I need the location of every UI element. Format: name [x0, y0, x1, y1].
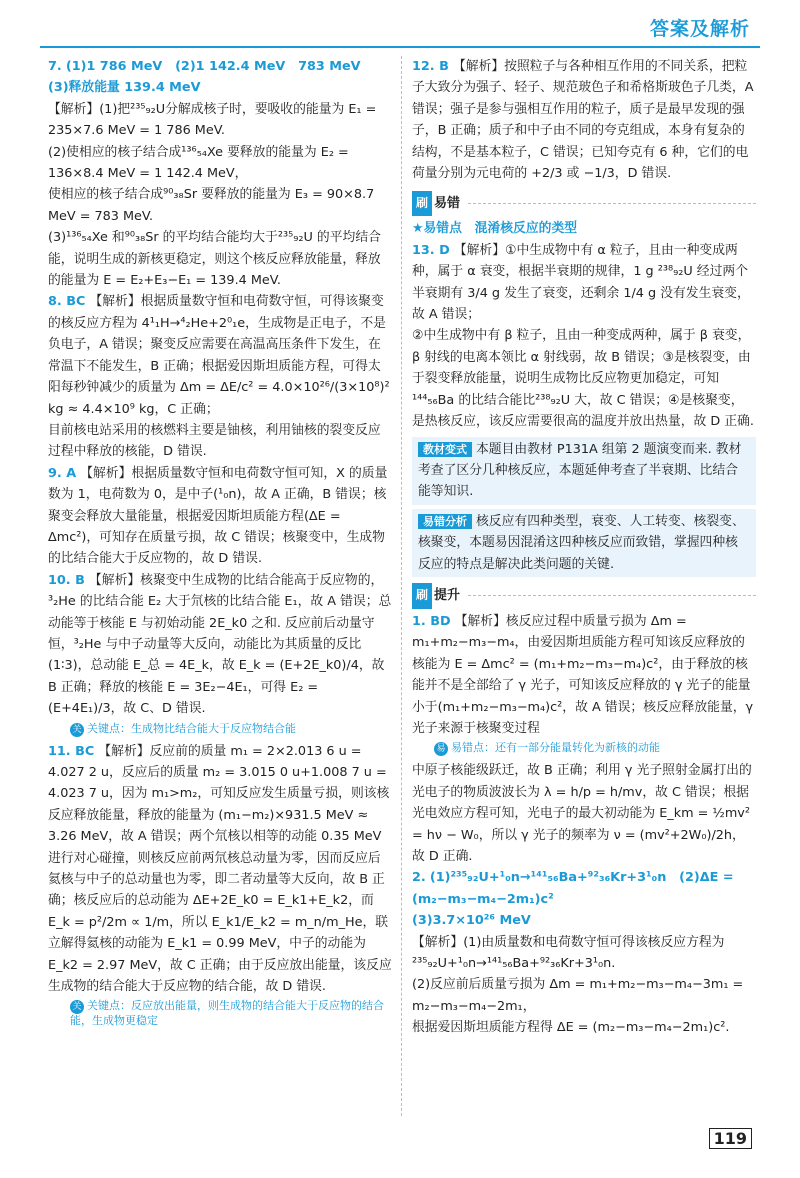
q11-number: 11. BC [48, 743, 95, 759]
q13-para-2: ②中生成物中有 β 粒子，且由一种变成两种，属于 β 衰变，β 射线的电离本领比 α 射线弱，故 B 错误；③是核裂变，由于裂变释放能量，说明生成物比反应物更加稳定，可知¹⁴⁴₅₆Ba 的比结合能比²³⁸₉₂U 大，故 C 错误；④是核聚变，是热核反应，该反应需要很高的温度并放出热量，故 D 正确. [412, 328, 754, 430]
q11-key-note [70, 999, 392, 1028]
q9-para [48, 463, 392, 570]
p2-answer-1 [412, 867, 756, 910]
q7-para-2: (2)使相应的核子结合成¹³⁶₅₄Xe 要释放的能量为 E₂ = 136×8.4 MeV = 1 142.4 MeV， [48, 144, 349, 182]
p1-para-1 [412, 611, 756, 739]
q10-key-note [70, 722, 392, 737]
page-header-title: 答案及解析 [649, 18, 750, 40]
section-yicuo [412, 192, 756, 214]
textbook-variant-box [412, 437, 756, 505]
q11-note-text: 关键点：反应放出能量，则生成物的结合能大于反应物的结合能，生成物更稳定 [70, 999, 384, 1028]
q10-para [48, 570, 392, 720]
q12-para [412, 56, 756, 184]
q9-number: 9. A [48, 465, 77, 481]
error-analysis-label: 易错分析 [418, 514, 472, 529]
page-number: 119 [709, 1128, 752, 1149]
section-badge: 刷 [412, 191, 432, 216]
q8-para-1 [48, 291, 392, 419]
p2-para-2: (2)反应前后质量亏损为 Δm = m₁+m₂−m₃−m₄−3m₁ = m₂−m₃−m₄−2m₁， [412, 977, 744, 1014]
q7-answer-text: (1)1 786 MeV (2)1 142.4 MeV 783 MeV (3)释放能量 139.4 MeV [48, 59, 374, 96]
q7-number: 7. [48, 59, 62, 74]
p2-answer-1-text: (1)²³⁵₉₂U+¹₀n→¹⁴¹₅₆Ba+⁹²₃₆Kr+3¹₀n (2)ΔE = (m₂−m₃−m₄−2m₁)c² [412, 870, 734, 907]
q7-para-3: 使相应的核子结合成⁹⁰₃₈Sr 要释放的能量为 E₃ = 90×8.7 MeV = 783 MeV. [48, 187, 375, 224]
q12-text: 【解析】按照粒子与各种相互作用的不同关系，把粒子大致分为强子、轻子、规范玻色子和希格斯玻色子几类，A 错误；强子是参与强相互作用的粒子，质子是最早发现的强子，B 正确；质子和中子由不同的夸克组成，本身有复杂的结构，不是基本粒子，C 错误；已知夸克有 6 种，它们的电荷量分别为元电荷的 +2/3 或 −1/3，D 错误. [412, 59, 754, 182]
p1-note-text: 易错点：还有一部分能量转化为新核的动能 [451, 741, 660, 755]
section-title: 提升 [434, 588, 461, 604]
q11-para [48, 741, 392, 998]
q8-text: 【解析】根据质量数守恒和电荷数守恒，可得该聚变的核反应方程为 4¹₁H→⁴₂He+2⁰₁e，生成物是正电子，不是负电子，A 错误；聚变反应需要在高温高压条件下发生，在常温下不能发生，B 正确；根据爱因斯坦质能方程，可得太阳每秒钟减少的质量为 Δm = ΔE/c² = 4.0×10²⁶/(3×10⁸)² kg ≈ 4.4×10⁹ kg，C 正确； [48, 294, 390, 417]
section-rule [468, 203, 756, 204]
q13-number: 13. D [412, 242, 450, 258]
q7-para-4: (3)¹³⁶₅₄Xe 和⁹⁰₃₈Sr 的平均结合能均大于²³⁵₉₂U 的平均结合能，说明生成的新核更稳定，则这个核反应释放能量，释放的能量为 E = E₂+E₃−E₁ = 139.4 MeV. [48, 230, 381, 289]
q10-number: 10. B [48, 572, 85, 588]
key-icon: 关 [70, 723, 84, 737]
section-title: 易错 [434, 195, 461, 211]
p2-para-1: 【解析】(1)由质量数和电荷数守恒可得该核反应方程为 ²³⁵₉₂U+¹₀n→¹⁴¹₅₆Ba+⁹²₃₆Kr+3¹₀n. [412, 934, 725, 972]
column-divider [401, 56, 402, 1116]
mistake-icon: 易 [434, 742, 448, 756]
textbook-variant-label: 教材变式 [418, 442, 472, 457]
section-tisheng [412, 585, 756, 607]
q13-text: 【解析】①中生成物中有 α 粒子，且由一种变成两种，属于 α 衰变，根据半衰期的规律，1 g ²³⁸₉₂U 经过两个半衰期有 3/4 g 发生了衰变，还剩余 1/4 g 没有发生衰变，故 A 错误； [412, 242, 750, 323]
p2-answer-2: (3)3.7×10²⁶ MeV [412, 913, 531, 929]
error-analysis-text: 核反应有四种类型，衰变、人工转变、核裂变、核聚变，本题易因混淆这四种核反应而致错，掌握四种核反应的特点是解决此类问题的关键. [418, 513, 745, 572]
p1-para-2: 中原子核能级跃迁，故 B 正确；利用 γ 光子照射金属打出的光电子的物质波波长为 λ = h/p = h/mv，故 C 错误；根据光电效应方程可知，光电子的最大初动能为 E_km = ½mv² = hν − W₀，所以 γ 光子的频率为 ν = (mv²+2W₀)/2h，故 D 正确. [412, 763, 752, 864]
q10-note-text: 关键点：生成物比结合能大于反应物结合能 [87, 721, 296, 735]
q12-number: 12. B [412, 59, 449, 74]
q8-number: 8. BC [48, 294, 86, 310]
q7-answer [48, 56, 392, 99]
header-rule [40, 46, 760, 48]
right-column [412, 56, 756, 1039]
q11-text: 【解析】反应前的质量 m₁ = 2×2.013 6 u = 4.027 2 u，反应后的质量 m₂ = 3.015 0 u+1.008 7 u = 4.023 7 u，因为 m₁>m₂，可知反应发生质量亏损，则该核反应释放能量，释放的能量为 (m₁−m₂)×931.5 MeV ≈ 3.26 MeV，故 A 错误；两个氘核以相等的动能 0.35 MeV 进行对心碰撞，则核反应前两氘核总动量为零，因而反应后氦核与中子的总动量也为零，即二者动量等大反向，故 B 正确；核反应后的总动能为 ΔE+2E_k0 = E_k1+E_k2，而 E_k = p²/2m ∝ 1/m，所以 E_k1/E_k2 = m_n/m_He，联立解得氦核的动能为 E_k1 = 0.99 MeV，中子的动能为 E_k2 = 2.97 MeV，故 C 正确；由于反应放出能量，该反应生成物的结合能大于反应物的结合能，故 D 错误. [48, 743, 392, 995]
p1-text: 【解析】核反应过程中质量亏损为 Δm = m₁+m₂−m₃−m₄，由爱因斯坦质能方程可知该反应释放的核能为 E = Δmc² = (m₁+m₂−m₃−m₄)c²，由于释放的核能并不是全部给了 γ 光子，可知该反应释放的 γ 光子的能量小于(m₁+m₂−m₃−m₄)c²，故 A 错误；核反应释放能量，γ 光子来源于核聚变过程 [412, 613, 754, 736]
key-icon: 关 [70, 1000, 84, 1014]
p2-para-3: 根据爱因斯坦质能方程得 ΔE = (m₂−m₃−m₄−2m₁)c². [412, 1020, 730, 1036]
q10-text: 【解析】核聚变中生成物的比结合能高于反应物的，³₂He 的比结合能 E₂ 大于氘核的比结合能 E₁，故 A 错误；总动能等于核能 E 与初始动能 2E_k0 之和. 反应前后动量守恒，³₂He 与中子动量等大反向，动能比为其质量的反比(1∶3)，总动能 E_总 = 4E_k，故 E_k = (E+2E_k0)/4，故 B 正确；释放的核能 E = 3E₂−4E₁，可得 E₂ = (E+4E₁)/3，故 C、D 错误. [48, 572, 392, 717]
q7-para-1: 【解析】(1)把²³⁵₉₂U分解成核子时，要吸收的能量为 E₁ = 235×7.6 MeV = 1 786 MeV. [48, 101, 377, 139]
section-rule [468, 595, 756, 596]
p2-number: 2. [412, 870, 426, 886]
mistake-point: ★易错点 混淆核反应的类型 [412, 221, 578, 237]
section-badge: 刷 [412, 583, 432, 608]
p1-mistake-note [434, 741, 756, 756]
q9-text: 【解析】根据质量数守恒和电荷数守恒可知，X 的质量数为 1，电荷数为 0，是中子(¹₀n)，故 A 正确，B 错误；核聚变会释放大量能量，根据爱因斯坦质能方程(ΔE = Δmc²)，可知存在质量亏损，故 C 错误；核聚变中，生成物的比结合能大于反应物的，故 D 错误. [48, 465, 388, 567]
left-column [48, 56, 392, 1032]
p1-number: 1. BD [412, 613, 451, 629]
q13-para-1 [412, 240, 756, 326]
textbook-variant-text: 本题目由教材 P131A 组第 2 题演变而来. 教材考查了区分几种核反应，本题延伸考查了半衰期、比结合能等知识. [418, 441, 742, 500]
error-analysis-box [412, 509, 756, 577]
q8-para-2: 目前核电站采用的核燃料主要是铀核，利用铀核的裂变反应过程中释放的核能，D 错误. [48, 422, 381, 460]
